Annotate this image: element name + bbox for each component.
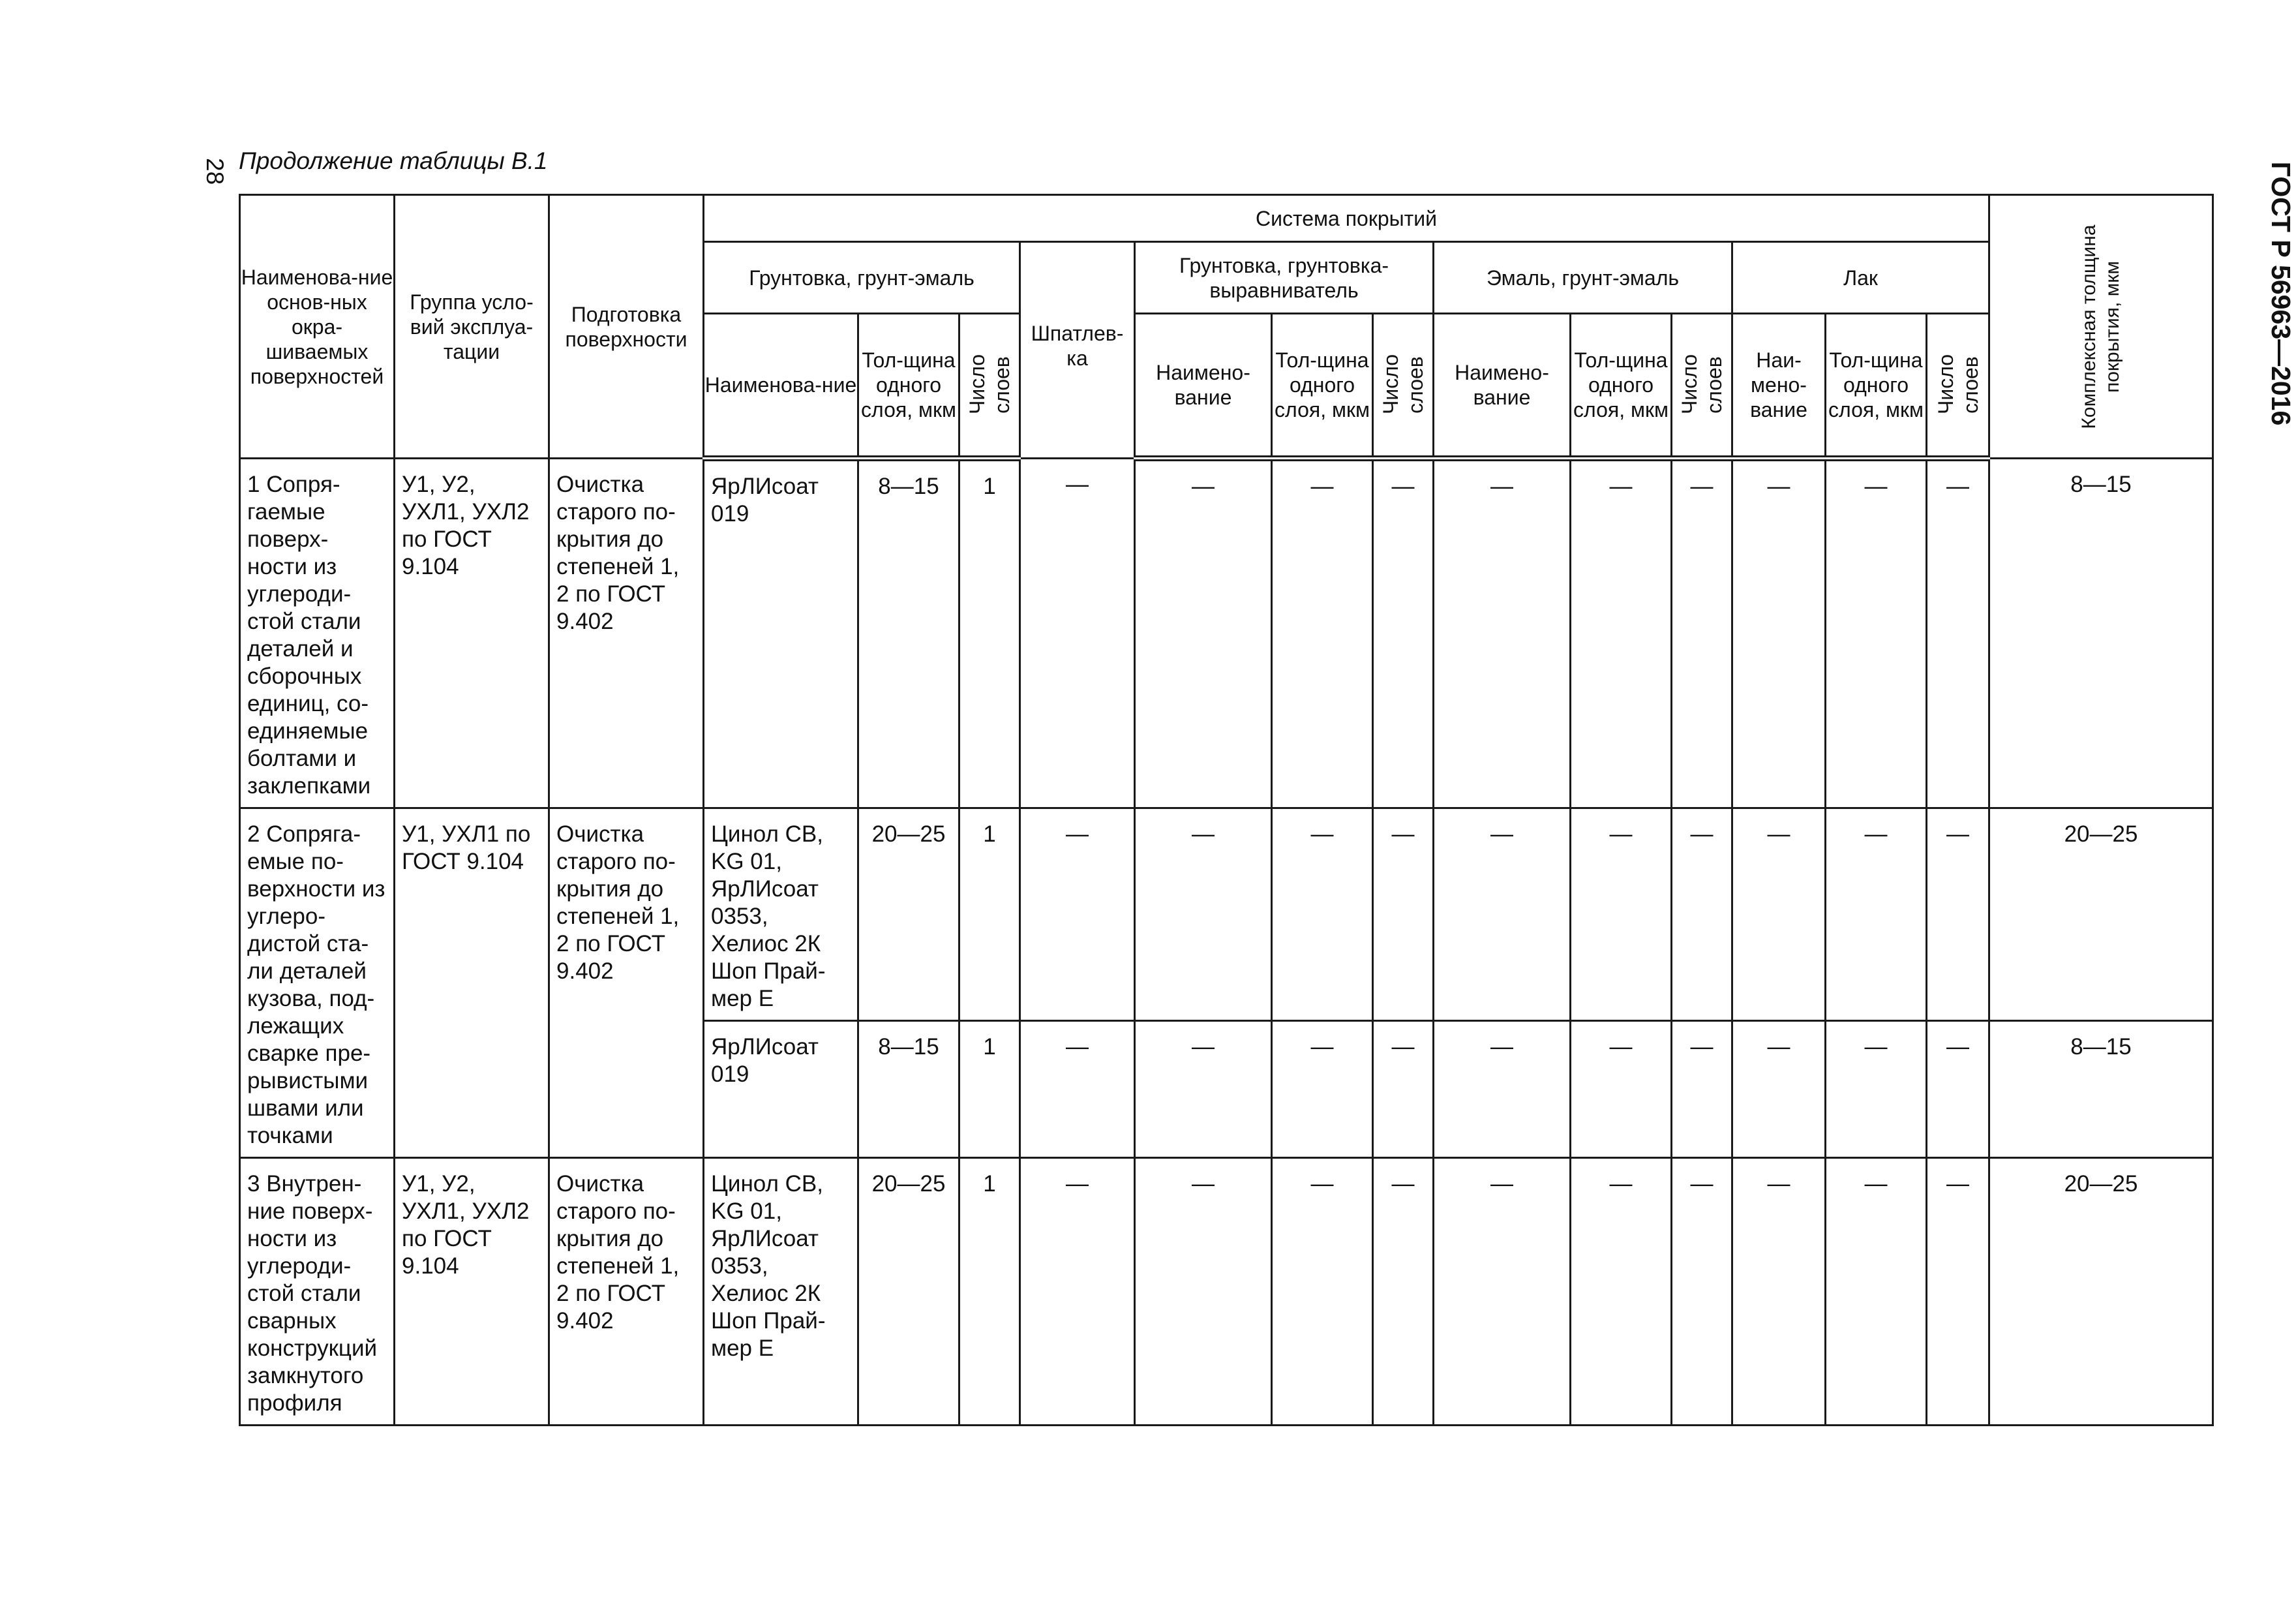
dash-cell: —: [1020, 1158, 1135, 1426]
page-number: 28: [202, 158, 228, 185]
dash-cell: —: [1732, 459, 1826, 808]
header-lacquer-layers-text: Число слоев: [1933, 354, 1982, 414]
row1-surface: 1 Сопря-гаемые поверх-ности из углероди-стой стали деталей и сборочных единиц, со-единяемые болтами и заклепками: [240, 459, 395, 808]
row2-total: 20—25: [1989, 808, 2213, 1021]
header-lacquer-thickness: Тол-щина одного слоя, мкм: [1826, 314, 1927, 459]
header-enamel-thickness: Тол-щина одного слоя, мкм: [1571, 314, 1672, 459]
row3-layers: 1: [959, 1158, 1020, 1426]
dash-cell: —: [1927, 808, 1989, 1021]
dash-cell: —: [1434, 1021, 1571, 1158]
dash-cell: —: [1272, 1021, 1373, 1158]
table-row: [240, 459, 2213, 808]
row2b-primer: ЯрЛИсоат 019: [704, 1021, 858, 1158]
header-prep: Подготовка поверхности: [549, 195, 704, 459]
dash-cell: —: [1272, 1158, 1373, 1426]
dash-cell: —: [1373, 1158, 1434, 1426]
dash-cell: —: [1672, 1158, 1732, 1426]
row2-prep: Очистка старого по-крытия до степеней 1, 2 по ГОСТ 9.402: [549, 808, 704, 1158]
dash-cell: —: [1927, 1021, 1989, 1158]
header-total-text: Комплексная толщина покрытия, мкм: [2078, 224, 2123, 429]
header-surface: Наименова-ние основ-ных окра-шиваемых поверхностей: [240, 195, 395, 459]
header-leveler-name: Наимено-вание: [1135, 314, 1272, 459]
header-system: Система покрытий: [704, 195, 1989, 242]
row1-prep: Очистка старого по-крытия до степеней 1, 2 по ГОСТ 9.402: [549, 459, 704, 808]
row2-thickness: 20—25: [858, 808, 959, 1021]
dash-cell: —: [1135, 1021, 1272, 1158]
header-enamel-name: Наимено-вание: [1434, 314, 1571, 459]
header-enamel-layers-text: Число слоев: [1678, 354, 1726, 414]
row2-layers: 1: [959, 808, 1020, 1021]
dash-cell: —: [1732, 1021, 1826, 1158]
dash-cell: —: [1373, 808, 1434, 1021]
header-leveler-layers-text: Число слоев: [1379, 354, 1427, 414]
dash-cell: —: [1020, 808, 1135, 1021]
dash-cell: —: [1826, 1021, 1927, 1158]
standard-designation: ГОСТ Р 56963—2016: [2266, 161, 2296, 426]
header-lacquer-name: Наи-мено-вание: [1732, 314, 1826, 459]
dash-cell: —: [1927, 1158, 1989, 1426]
row1-group: У1, У2, УХЛ1, УХЛ2 по ГОСТ 9.104: [395, 459, 549, 808]
row1-thickness: 8—15: [858, 459, 959, 808]
row2-group: У1, УХЛ1 по ГОСТ 9.104: [395, 808, 549, 1158]
dash-cell: —: [1571, 808, 1672, 1021]
dash-cell: —: [1135, 459, 1272, 808]
row1-primer: ЯрЛИсоат 019: [704, 459, 858, 808]
header-total: [1989, 195, 2213, 459]
dash-cell: —: [1927, 459, 1989, 808]
row2b-total: 8—15: [1989, 1021, 2213, 1158]
header-lacquer-layers: [1927, 314, 1989, 459]
header-primer: Грунтовка, грунт-эмаль: [704, 242, 1020, 314]
row1-layers: 1: [959, 459, 1020, 808]
header-putty: Шпатлев-ка: [1020, 242, 1135, 459]
header-leveler-thickness: Тол-щина одного слоя, мкм: [1272, 314, 1373, 459]
dash-cell: —: [1571, 1021, 1672, 1158]
dash-cell: —: [1826, 1158, 1927, 1426]
dash-cell: —: [1732, 1158, 1826, 1426]
dash-cell: —: [1020, 1021, 1135, 1158]
dash-cell: —: [1373, 1021, 1434, 1158]
dash-cell: —: [1434, 1158, 1571, 1426]
table-caption: Продолжение таблицы В.1: [239, 147, 548, 174]
dash-cell: —: [1135, 808, 1272, 1021]
header-leveler-layers: [1373, 314, 1434, 459]
row3-thickness: 20—25: [858, 1158, 959, 1426]
header-group: Группа усло-вий эксплуа-тации: [395, 195, 549, 459]
header-lacquer: Лак: [1732, 242, 1989, 314]
dash-cell: —: [1434, 808, 1571, 1021]
dash-cell: —: [1434, 459, 1571, 808]
dash-cell: —: [1672, 459, 1732, 808]
header-enamel-layers: [1672, 314, 1732, 459]
dash-cell: —: [1272, 808, 1373, 1021]
row2-surface: 2 Сопряга-емые по-верхности из углеро-дистой ста-ли деталей кузова, под-лежащих сварке пре-рывистыми швами или точками: [240, 808, 395, 1158]
dash-cell: —: [1571, 459, 1672, 808]
header-leveler: Грунтовка, грунтовка-выравниватель: [1135, 242, 1434, 314]
dash-cell: —: [1672, 1021, 1732, 1158]
row3-primer: Цинол СВ, KG 01, ЯрЛИсоат 0353, Хелиос 2К Шоп Прай-мер Е: [704, 1158, 858, 1426]
dash-cell: —: [1826, 459, 1927, 808]
row2-primer: Цинол СВ, KG 01, ЯрЛИсоат 0353, Хелиос 2К Шоп Прай-мер Е: [704, 808, 858, 1021]
dash-cell: —: [1272, 459, 1373, 808]
row3-group: У1, У2, УХЛ1, УХЛ2 по ГОСТ 9.104: [395, 1158, 549, 1426]
header-primer-layers-text: Число слоев: [965, 354, 1014, 414]
row3-total: 20—25: [1989, 1158, 2213, 1426]
header-primer-layers: [959, 314, 1020, 459]
table-row: [240, 808, 2213, 1021]
dash-cell: —: [1020, 459, 1135, 808]
dash-cell: —: [1373, 459, 1434, 808]
header-primer-thickness: Тол-щина одного слоя, мкм: [858, 314, 959, 459]
dash-cell: —: [1135, 1158, 1272, 1426]
row3-surface: 3 Внутрен-ние поверх-ности из углероди-стой стали сварных конструкций замкнутого профиля: [240, 1158, 395, 1426]
dash-cell: —: [1672, 808, 1732, 1021]
row3-prep: Очистка старого по-крытия до степеней 1, 2 по ГОСТ 9.402: [549, 1158, 704, 1426]
row2b-layers: 1: [959, 1021, 1020, 1158]
dash-cell: —: [1571, 1158, 1672, 1426]
header-primer-name: Наименова-ние: [704, 314, 858, 459]
row1-total: 8—15: [1989, 459, 2213, 808]
dash-cell: —: [1826, 808, 1927, 1021]
table-row: [240, 1158, 2213, 1426]
dash-cell: —: [1732, 808, 1826, 1021]
row2b-thickness: 8—15: [858, 1021, 959, 1158]
header-enamel: Эмаль, грунт-эмаль: [1434, 242, 1732, 314]
coating-systems-table: [239, 194, 2214, 1426]
